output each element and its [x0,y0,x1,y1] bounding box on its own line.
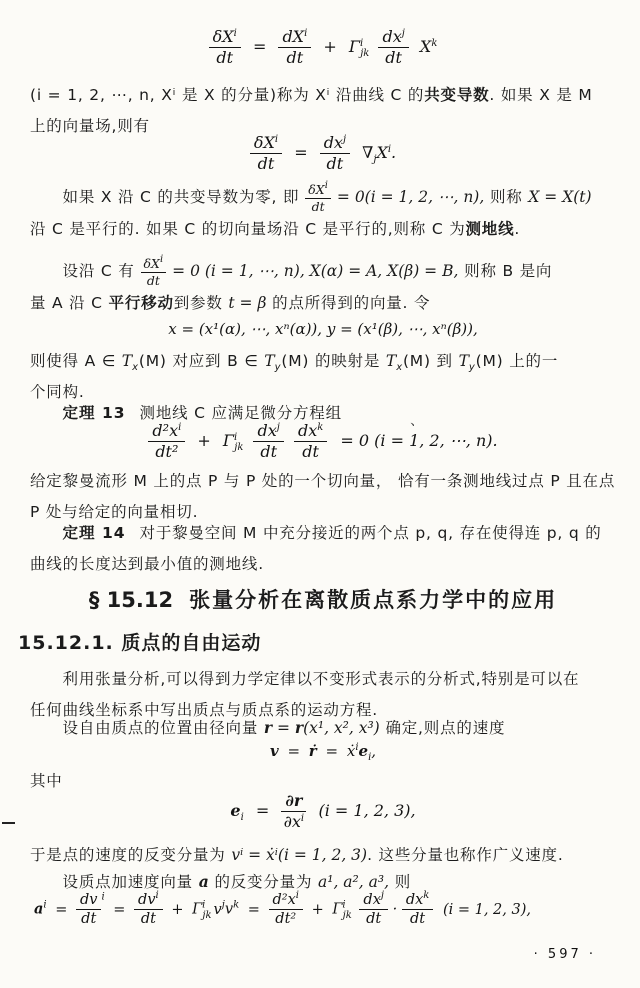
text: (M) 的映射是 [281,352,386,370]
text-line: 个同构. [30,383,85,401]
math-var: v [213,901,222,918]
superscript: j [342,134,347,145]
fraction-numerator [305,180,331,199]
inline-fraction [305,180,331,214]
fraction-numerator [253,422,283,442]
subscript: jk [342,909,352,921]
math-var: X [376,142,388,162]
theorem-text: 对于黎曼空间 M 中充分接近的两个点 p, q, 存在使得连 p, q 的 [139,524,602,542]
math-var: δX [212,27,234,46]
text-line [30,288,616,319]
text-line [30,518,616,549]
text-line: 曲线的长度达到最小值的测地线. [30,555,264,573]
superscript: i [234,431,238,443]
math-var: d²x [152,421,179,440]
text: (i = 1, 2, ⋯, n, Xⁱ 是 X 的分量)称为 Xⁱ 沿曲线 C 的 [30,86,425,104]
basis-vector-e: e [230,800,241,820]
superscript: j [401,28,405,39]
subscript: jk [202,909,212,921]
text-line: P 处与给定的向量相切. [30,503,199,521]
fraction-denominator [281,812,306,831]
tangent-space: T [385,352,397,370]
subscript: i [240,811,244,823]
fraction-denominator: dt [146,273,160,288]
theorem-text: 测地线 C 应满足微分方程组 [139,404,342,422]
math-var: v [224,901,234,918]
text: 则 [389,873,412,891]
subscript: x [396,362,403,373]
text: 则称 B 是向 [458,262,553,280]
text: (M) 到 [402,352,459,370]
christoffel-symbol: Γ [222,430,235,450]
math-var: dx [363,892,381,908]
superscript: i [159,254,164,265]
equation-vector-field [30,134,616,173]
math-text: (i = 1, 2, 3), [442,901,531,918]
text-line: 给定黎曼流形 M 上的点 P 与 P 处的一个切向量， 恰有一条测地线过点 P 且在点 [30,472,616,490]
math-var: δX [253,133,275,152]
math-text: = 0 (i = 1, 2, ⋯, n). [340,430,498,450]
superscript: i [155,890,159,901]
subscript: x [132,362,139,373]
fraction-denominator: dt [366,911,382,928]
math-var: dX [282,27,305,46]
stray-mark: 、 [410,414,424,429]
math-var: dv [138,892,156,908]
text: 的点所得到的向量. 令 [266,294,431,312]
text-line: 任何曲线坐标系中写出质点与质点系的运动方程. [30,701,379,719]
math-var: dx [257,421,277,440]
math-var: d²x [272,892,296,908]
theorem-label: 定理 14 [62,524,126,542]
inline-fraction [141,254,167,288]
text: (M) 对应到 B ∈ [138,352,265,370]
fraction-denominator: dt [140,911,156,928]
equals-sign: = [55,901,68,918]
equation-basis-vectors [30,792,616,831]
text: . 如果 X 是 M [489,86,593,104]
subscript: i [368,752,372,763]
fraction-denominator: dt [410,911,426,928]
fraction-numerator: dv [76,892,101,910]
vector-r: r [294,718,304,737]
fraction-numerator [402,892,434,910]
fraction-numerator [250,134,282,154]
text-line: 上的向量场,则有 [30,117,150,135]
dot-operator: · [392,901,398,918]
text: 设自由质点的位置由径向量 [62,719,264,737]
math-text: = 0 (i = 1, ⋯, n), X(α) = A, X(β) = B, [172,262,459,280]
section-title-text: 张量分析在离散质点系力学中的应用 [189,588,558,612]
vector-a: a [34,900,44,918]
plus-sign: + [197,430,211,450]
plus-sign: + [323,36,337,56]
christoffel-symbol: Γ [332,901,343,918]
fraction-denominator: dt [385,47,402,67]
subscript: jk [360,47,370,59]
fraction-denominator: dt [326,153,344,173]
text: 沿 C 是平行的. 如果 C 的切向量场沿 C 是平行的,则称 C 为 [30,220,466,238]
text-line: 其中 [30,772,63,790]
text: 到参数 [173,294,229,312]
superscript: i [355,742,359,753]
text: 则使得 A ∈ [30,352,122,370]
subscript: j [373,153,377,165]
fraction [378,28,408,67]
text: 如果 X 沿 C 的共变导数为零, 即 [62,188,300,206]
text-line [30,214,616,245]
fraction-denominator: dt [260,441,277,461]
fraction [134,892,163,927]
superscript: k [317,422,324,433]
superscript: k [423,890,430,901]
equals-sign: = [113,901,126,918]
text: 的反变分量为 [208,873,318,891]
superscript: j [221,899,225,911]
vector-r: r [263,718,273,737]
fraction [76,892,101,927]
equals-sign: = [252,36,267,56]
subscript: y [274,362,282,373]
superscript: i [324,180,328,191]
subscript: jk [234,441,244,453]
subscript: y [468,362,476,373]
equation-geodesic [30,422,616,461]
text-line [30,182,616,214]
equation-covariant-derivative [30,28,616,67]
christoffel-symbol: Γ [348,36,360,56]
superscript: i [202,899,206,911]
fraction [209,28,241,67]
theorem-14 [30,518,616,580]
page-number: · 597 · [533,947,596,962]
text-line [30,80,616,111]
math-var: dx [382,27,402,46]
comma: , [371,742,377,760]
math-text: (i = 1, 2, 3), [318,800,416,820]
superscript: i [387,143,392,155]
text-line: 利用张量分析,可以得到力学定律以不变形式表示的分析式,特别是可以在 [62,670,580,688]
superscript: j [380,890,384,901]
text: (M) 上的一 [475,352,559,370]
fraction-denominator: dt [257,153,275,173]
math-var: dx [405,892,424,908]
fraction-numerator [320,134,350,154]
paragraph-position-vector [30,712,616,744]
text: 于是点的速度的反变分量为 [30,846,232,864]
fraction [148,422,185,461]
fraction-denominator: dt [216,47,234,67]
math-text: a¹, a², a³, [318,873,389,891]
fraction-denominator: dt [81,911,97,928]
fraction-denominator: dt² [275,911,297,928]
section-number: § 15.12 [88,588,174,612]
basis-vector-e: e [358,742,369,760]
fraction-numerator [209,28,241,48]
section-heading [30,584,616,614]
math-text: = 0(i = 1, 2, ⋯, n), [336,188,485,206]
paragraph-parallel-transport [30,256,616,319]
equals-sign: = [287,742,301,760]
superscript: i [101,891,105,903]
equals-sign: = [255,800,270,820]
superscript: k [233,899,240,911]
fraction [269,892,303,927]
text-line [30,712,616,744]
bold-term-covariant-derivative: 共变导数 [424,86,490,104]
math-text: (x¹, x², x³) [303,719,380,737]
equation-velocity [30,742,616,763]
christoffel-symbol: Γ [192,901,203,918]
math-var: X [419,36,432,56]
superscript: i [233,28,237,39]
text: 确定,则点的速度 [379,719,506,737]
equation-acceleration [34,892,626,927]
equals-sign: = [294,142,308,162]
math-var: ∂x [283,811,301,831]
tangent-space: T [458,352,469,370]
equals-sign: = [247,901,260,918]
fraction [294,422,327,461]
equation-endpoint-coordinates: x = (x¹(α), ⋯, xⁿ(α)), y = (x¹(β), ⋯, xⁿ(β)), [168,320,478,338]
period: . [391,142,397,162]
text: . [514,220,521,238]
paragraph-parallel-field [30,182,616,245]
fraction-denominator: dt [302,441,319,461]
superscript: i [178,422,182,433]
fraction [281,792,306,831]
theorem-label: 定理 13 [62,404,126,422]
math-var: δX [143,256,160,271]
superscript: i [304,28,308,39]
fraction-numerator [134,892,163,910]
text: 量 A 沿 C [30,294,109,312]
subsection-heading [18,628,616,655]
fraction-denominator: dt² [155,441,179,461]
equals-sign: = [325,742,339,760]
fraction-numerator [378,28,408,48]
fraction [278,28,311,67]
text-line [30,256,616,288]
fraction-denominator: dt [311,199,325,214]
fraction [320,134,350,173]
subsection-number: 15.12.1. [18,632,114,654]
plus-sign: + [171,901,184,918]
superscript: i [274,134,279,145]
superscript: i [359,37,364,49]
math-var: δX [308,182,325,197]
superscript: i [300,812,305,824]
math-text: vⁱ = ẋⁱ(i = 1, 2, 3) [231,846,368,864]
equals: = [272,719,295,737]
fraction-numerator [148,422,185,442]
fraction-denominator: dt [286,47,304,67]
fraction [253,422,283,461]
superscript: j [276,422,280,433]
math-text: X = X(t) [528,188,592,206]
math-var: dx [323,133,343,152]
subsection-title-text: 质点的自由运动 [121,632,262,654]
bold-term-parallel-transport: 平行移动 [108,294,174,312]
superscript: i [342,899,346,911]
nabla-operator: ∇ [362,142,374,162]
bold-term-geodesic: 测地线 [465,220,515,238]
fraction-numerator [278,28,311,48]
fraction-numerator [141,254,167,273]
vector-v: v [269,742,279,760]
plus-sign: + [311,901,324,918]
fraction [359,892,388,927]
fraction [402,892,434,927]
text: . 这些分量也称作广义速度. [367,846,564,864]
text: 设质点加速度向量 [62,873,199,891]
text: 设沿 C 有 [62,262,135,280]
superscript: i [295,890,299,901]
fraction-numerator [294,422,327,442]
superscript: k [431,37,438,49]
superscript: i [43,899,47,911]
margin-pencil-mark [2,822,15,824]
vector-a: a [198,872,209,891]
fraction-numerator [269,892,303,910]
math-text: t = β [228,294,267,312]
fraction [250,134,282,173]
vector-r-dot: ṙ [308,742,317,760]
text: 则称 [484,188,529,206]
tangent-space: T [121,352,133,370]
fraction-numerator: ∂r [281,792,306,812]
text-line [30,346,616,377]
fraction-numerator [359,892,388,910]
math-var: dx [297,421,318,440]
tangent-space: T [264,352,275,370]
x-dot: ẋ [346,742,356,760]
